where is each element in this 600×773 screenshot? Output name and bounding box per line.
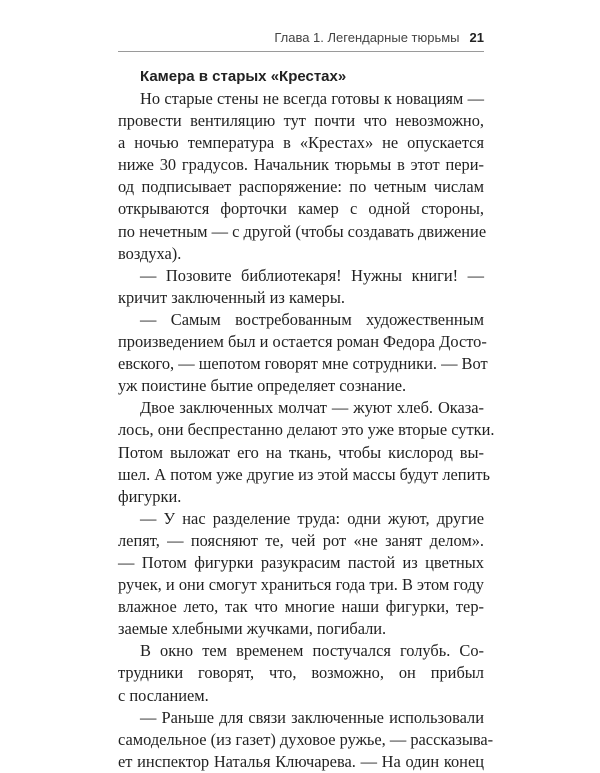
body-text (118, 66, 495, 773)
text-lines (118, 88, 495, 773)
text-line: — Позовите библиотекаря! Нужны книги! — (140, 265, 484, 285)
page-number: 21 (469, 30, 484, 45)
text-line: евского, — шепотом говорят мне сотрудники. — Вот (118, 354, 488, 374)
header-rule (118, 51, 484, 52)
text-line: а ночью температура в «Крестах» не опускается (118, 133, 484, 153)
text-line: лось, они беспрестанно делают это уже вторые сутки. (118, 420, 495, 440)
text-line: провести вентиляцию тут почти что невозможно, (118, 111, 484, 131)
text-line: фигурки. (118, 486, 182, 506)
section-title: Камера в старых «Крестах» (140, 68, 347, 85)
text-line: воздуха). (118, 243, 182, 263)
text-line: Двое заключенных молчат — жуют хлеб. Оказа- (140, 398, 484, 418)
text-line: Потом выложат его на ткань, чтобы кислород вы- (118, 442, 484, 462)
text-line: ет инспектор Наталья Ключарева. — На один конец (118, 751, 484, 771)
text-line: произведением был и остается роман Федора Досто- (118, 332, 487, 352)
text-line: кричит заключенный из камеры. (118, 287, 345, 307)
text-line: шел. А потом уже другие из этой массы будут лепить (118, 464, 490, 484)
text-line: — Потом фигурки разукрасим пастой из цветных (118, 552, 484, 572)
text-line: ниже 30 градусов. Начальник тюрьмы в этот пери- (118, 155, 484, 175)
text-line: открываются форточки камер с одной стороны, (118, 199, 484, 219)
text-line: лепят, — поясняют те, чей рот «не занят делом». (118, 530, 484, 550)
text-line: заемые хлебными жучками, погибали. (118, 619, 387, 639)
text-line: самодельное (из газет) духовое ружье, — рассказыва- (118, 729, 494, 749)
text-line: уж поистине бытие определяет сознание. (118, 376, 407, 396)
running-header (118, 30, 484, 50)
text-line: влажное лето, так что многие наши фигурки, тер- (118, 597, 484, 617)
text-line: — Самым востребованным художественным (140, 309, 484, 329)
text-line: — У нас разделение труда: одни жуют, другие (140, 508, 484, 528)
text-line: В окно тем временем постучался голубь. Со- (140, 641, 484, 661)
text-line: трудники говорят, что, возможно, он прибыл (118, 663, 484, 683)
text-line: од подписывает распоряжение: по четным числам (118, 177, 484, 197)
text-line: с посланием. (118, 685, 209, 705)
text-line: Но старые стены не всегда готовы к новациям — (140, 89, 484, 108)
text-line: по нечетным — с другой (чтобы создавать движение (118, 221, 487, 241)
chapter-title: Глава 1. Легендарные тюрьмы (274, 30, 460, 45)
text-line: ручек, и они смогут храниться года три. В этом году (118, 575, 484, 595)
text-line: — Раньше для связи заключенные использовали (140, 707, 484, 727)
